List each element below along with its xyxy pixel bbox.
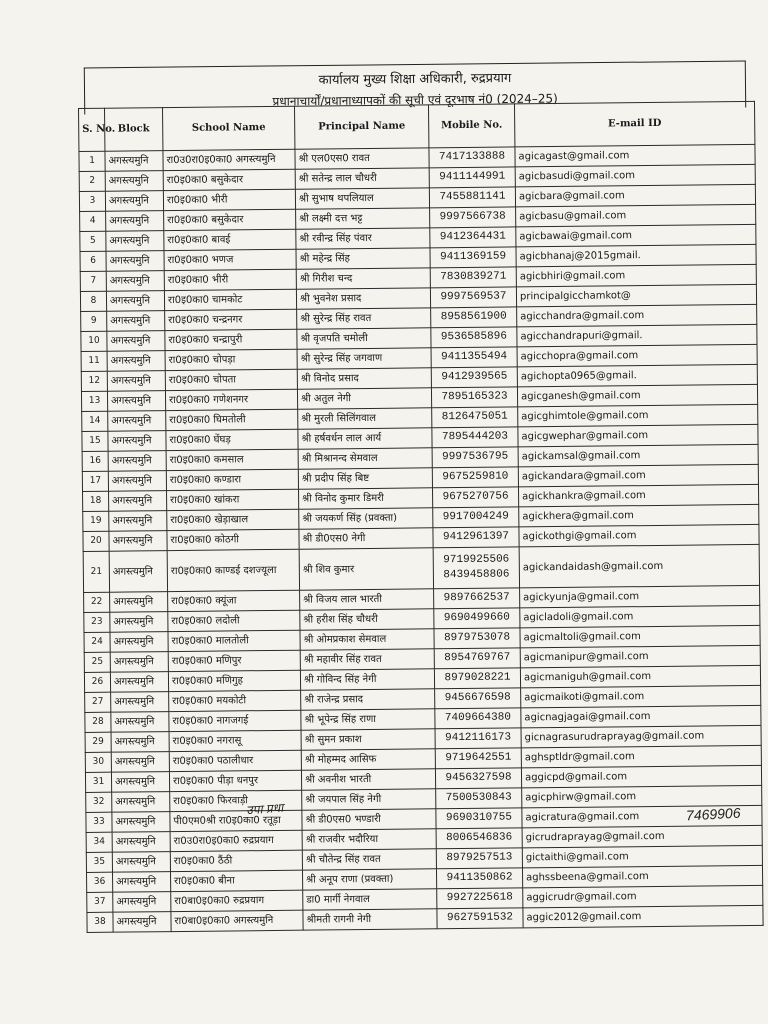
cell-email: agickhankra@gmail.com	[518, 484, 758, 507]
cell-principal: श्री ओमप्रकाश सेमवाल	[300, 629, 434, 650]
cell-sno: 34	[86, 832, 112, 852]
cell-sno: 8	[80, 291, 106, 311]
cell-block: अगस्त्यमुनि	[107, 331, 165, 352]
cell-email: agicchandra@gmail.com	[517, 304, 757, 327]
cell-block: अगस्त्यमुनि	[110, 652, 168, 673]
cell-school: रा0इ0का0 गणेशनगर	[165, 389, 297, 410]
cell-principal: श्री जयपाल सिंह नेगी	[302, 789, 436, 810]
cell-school: रा0इ0का0 क्यूंजा	[168, 590, 300, 611]
col-header-sno: S. No.	[79, 108, 105, 151]
cell-mobile: 9456327598	[435, 768, 521, 789]
cell-email: aghssbeena@gmail.com	[522, 865, 762, 888]
cell-school: रा0इ0का0 लदोली	[168, 610, 300, 631]
cell-email: agicgwephar@gmail.com	[518, 424, 758, 447]
cell-mobile: 7409664380	[435, 708, 521, 729]
cell-principal: श्री भूपेन्द्र सिंह राणा	[301, 709, 435, 730]
cell-sno: 23	[84, 612, 110, 632]
cell-principal: श्री विनोद प्रसाद	[297, 368, 431, 389]
cell-block: अगस्त्यमुनि	[107, 311, 165, 332]
cell-mobile: 9690310755	[436, 808, 522, 829]
col-header-school: School Name	[163, 106, 295, 150]
cell-sno: 20	[83, 531, 109, 551]
cell-block: अगस्त्यमुनि	[109, 531, 167, 552]
col-header-email: E-mail ID	[514, 101, 754, 147]
cell-principal: श्री विजय लाल भारती	[300, 589, 434, 610]
table-header-row	[79, 101, 755, 151]
cell-school: रा0इ0का0 नागजगई	[169, 710, 301, 731]
cell-sno: 10	[81, 331, 107, 351]
cell-mobile: 9997569537	[430, 287, 516, 308]
cell-school: रा0इ0का0 ठैंठी	[170, 850, 302, 871]
cell-mobile: 8126475051	[432, 407, 518, 428]
cell-sno: 12	[81, 371, 107, 391]
cell-block: अगस्त्यमुनि	[107, 351, 165, 372]
cell-school: रा0इ0का0 चोपता	[165, 369, 297, 390]
cell-email: agicbasudi@gmail.com	[515, 164, 755, 187]
cell-email: agickothgi@gmail.com	[519, 524, 759, 547]
cell-email: agicagast@gmail.com	[515, 144, 755, 167]
cell-mobile: 8958561900	[431, 307, 517, 328]
cell-block: अगस्त्यमुनि	[111, 752, 169, 773]
cell-block: अगस्त्यमुनि	[108, 411, 166, 432]
cell-mobile: 9456676598	[435, 688, 521, 709]
cell-school: रा0इ0का0 कमसाल	[166, 449, 298, 470]
cell-block: अगस्त्यमुनि	[106, 251, 164, 272]
cell-principal: श्री वृजपति चमोली	[297, 328, 431, 349]
cell-email: agickandara@gmail.com	[518, 464, 758, 487]
cell-school: पी0एम0श्री रा0इ0का0 रतूड़ा	[170, 810, 302, 831]
cell-principal: श्री सुरेन्द्र सिंह जगवाण	[297, 348, 431, 369]
cell-block: अगस्त्यमुनि	[112, 832, 170, 853]
cell-sno: 17	[82, 471, 108, 491]
cell-mobile: 7500530843	[436, 788, 522, 809]
cell-school: रा0इ0का0 नगरासू	[169, 730, 301, 751]
cell-email: agicbara@gmail.com	[515, 184, 755, 207]
cell-email: principalgicchamkot@	[516, 284, 756, 307]
cell-principal: श्री मिश्रानन्द सेमवाल	[298, 448, 432, 469]
cell-block: अगस्त्यमुनि	[106, 211, 164, 232]
cell-sno: 33	[86, 812, 112, 832]
cell-email: agickyunja@gmail.com	[520, 585, 760, 608]
cell-mobile: 9412364431	[430, 227, 516, 248]
cell-mobile: 8954769767	[434, 648, 520, 669]
cell-block: अगस्त्यमुनि	[111, 732, 169, 753]
cell-sno: 36	[87, 872, 113, 892]
cell-sno: 28	[85, 712, 111, 732]
cell-principal: श्री एल0एस0 रावत	[295, 148, 429, 169]
cell-sno: 35	[86, 852, 112, 872]
cell-sno: 11	[81, 351, 107, 371]
col-header-block: Block	[105, 108, 163, 152]
cell-school: रा0बा0इ0का0 रुद्रप्रयाग	[171, 890, 303, 911]
cell-block: अगस्त्यमुनि	[112, 792, 170, 813]
cell-mobile: 9675270756	[432, 487, 518, 508]
cell-school: रा0उ0रा0इ0का0 रुद्रप्रयाग	[170, 830, 302, 851]
cell-school: रा0इ0का0 चन्द्रनगर	[165, 309, 297, 330]
cell-sno: 21	[83, 551, 109, 592]
cell-principal: श्री सुरेन्द्र सिंह रावत	[297, 308, 431, 329]
cell-sno: 31	[85, 772, 111, 792]
cell-school: रा0उ0रा0इ0का0 अगस्त्यमुनि	[163, 149, 295, 170]
cell-block: अगस्त्यमुनि	[110, 592, 168, 613]
cell-mobile: 8979028221	[434, 668, 520, 689]
cell-block: अगस्त्यमुनि	[113, 912, 171, 933]
cell-sno: 14	[82, 411, 108, 431]
cell-sno: 38	[87, 912, 113, 932]
cell-email: agicchopra@gmail.com	[517, 344, 757, 367]
cell-principal: श्री रवीन्द्र सिंह पंवार	[296, 228, 430, 249]
cell-block: अगस्त्यमुनि	[112, 812, 170, 833]
cell-school: रा0इ0का0 बावई	[164, 229, 296, 250]
cell-principal: श्री राजेन्द्र प्रसाद	[301, 689, 435, 710]
cell-email: aggic2012@gmail.com	[523, 905, 763, 928]
cell-school: रा0इ0का0 खेड़ाखाल	[167, 509, 299, 530]
cell-block: अगस्त्यमुनि	[107, 391, 165, 412]
col-header-mobile: Mobile No.	[428, 104, 514, 148]
cell-mobile: 8979257513	[436, 848, 522, 869]
cell-school: रा0इ0का0 चोपड़ा	[165, 349, 297, 370]
cell-school: रा0इ0का0 पीड़ा धनपुर	[169, 770, 301, 791]
cell-block: अगस्त्यमुनि	[113, 872, 171, 893]
cell-mobile: 8979753078	[434, 628, 520, 649]
cell-block: अगस्त्यमुनि	[106, 271, 164, 292]
cell-sno: 18	[83, 491, 109, 511]
cell-email: aggicpd@gmail.com	[521, 765, 761, 788]
cell-mobile: 9690499660	[434, 608, 520, 629]
cell-principal: डा0 मार्गी नेगवाल	[303, 889, 437, 910]
cell-block: अगस्त्यमुनि	[109, 491, 167, 512]
cell-email: agicbhanaj@2015gmail.	[516, 244, 756, 267]
cell-block: अगस्त्यमुनि	[105, 151, 163, 172]
cell-principal: श्री गिरीश चन्द	[296, 268, 430, 289]
cell-email: gicnagrasurudraprayag@gmail.com	[521, 725, 761, 748]
principal-table	[78, 101, 764, 933]
cell-block: अगस्त्यमुनि	[108, 431, 166, 452]
cell-principal: श्रीमती रागनी नेगी	[303, 909, 437, 930]
cell-sno: 27	[85, 692, 111, 712]
cell-sno: 32	[86, 792, 112, 812]
cell-school: रा0इ0का0 खांकरा	[167, 489, 299, 510]
cell-email: agickamsal@gmail.com	[518, 444, 758, 467]
cell-mobile: 7895444203	[432, 427, 518, 448]
cell-mobile: 9927225618	[437, 888, 523, 909]
cell-block: अगस्त्यमुनि	[110, 632, 168, 653]
office-title: कार्यालय मुख्य शिक्षा अधिकारी, रुद्रप्रयाग	[318, 70, 512, 89]
cell-school: रा0इ0का0 कोठगी	[167, 529, 299, 550]
cell-sno: 2	[79, 171, 105, 191]
cell-sno: 24	[84, 632, 110, 652]
cell-block: अगस्त्यमुनि	[105, 191, 163, 212]
cell-school: रा0इ0का0 भणज	[164, 249, 296, 270]
cell-sno: 29	[85, 732, 111, 752]
cell-block: अगस्त्यमुनि	[109, 511, 167, 532]
cell-email: agicladoli@gmail.com	[520, 605, 760, 628]
cell-school: रा0इ0का0 घेंघड़	[166, 429, 298, 450]
cell-principal: श्री शिव कुमार	[299, 548, 433, 590]
cell-email: agickhera@gmail.com	[519, 504, 759, 527]
cell-block: अगस्त्यमुनि	[111, 772, 169, 793]
cell-sno: 30	[85, 752, 111, 772]
cell-school: रा0इ0का0 मणिपुर	[168, 650, 300, 671]
cell-block: अगस्त्यमुनि	[109, 551, 167, 593]
cell-principal: श्री डी0एस0 नेगी	[299, 528, 433, 549]
cell-block: अगस्त्यमुनि	[105, 171, 163, 192]
cell-email: agicchandrapuri@gmail.	[517, 324, 757, 347]
cell-email: agicbawai@gmail.com	[516, 224, 756, 247]
cell-principal: श्री जयकर्ण सिंह (प्रवक्ता)	[299, 508, 433, 529]
cell-email: agichopta0965@gmail.	[517, 364, 757, 387]
cell-mobile: 9917004249	[433, 507, 519, 528]
cell-principal: श्री सुभाष थपलियाल	[295, 188, 429, 209]
cell-block: अगस्त्यमुनि	[110, 612, 168, 633]
cell-school: रा0इ0का0 बीना	[171, 870, 303, 891]
cell-sno: 37	[87, 892, 113, 912]
cell-block: अगस्त्यमुनि	[112, 852, 170, 873]
cell-mobile: 9411369159	[430, 247, 516, 268]
cell-block: अगस्त्यमुनि	[111, 692, 169, 713]
cell-mobile: 9411144991	[429, 167, 515, 188]
cell-principal: श्री हरीश सिंह चौधरी	[300, 609, 434, 630]
cell-principal: श्री गोविन्द सिंह नेगी	[300, 669, 434, 690]
cell-mobile: 8006546836	[436, 828, 522, 849]
cell-sno: 16	[82, 451, 108, 471]
cell-principal: श्री मोहम्मद आसिफ	[301, 749, 435, 770]
cell-principal: श्री डी0एस0 भण्डारी	[302, 809, 436, 830]
cell-mobile: 9997536795	[432, 447, 518, 468]
cell-principal: श्री राजवीर भदौरिया	[302, 829, 436, 850]
cell-block: अगस्त्यमुनि	[111, 712, 169, 733]
cell-sno: 15	[82, 431, 108, 451]
cell-school: रा0इ0का0 भीरी	[163, 189, 295, 210]
cell-email: agicnagjagai@gmail.com	[521, 705, 761, 728]
cell-email: agicratura@gmail.com	[522, 805, 762, 828]
cell-sno: 26	[84, 672, 110, 692]
cell-mobile: 9411350862	[436, 868, 522, 889]
cell-principal: श्री अतुल नेगी	[297, 388, 431, 409]
cell-sno: 13	[81, 391, 107, 411]
cell-mobile: 9897662537	[434, 588, 520, 609]
cell-mobile: 9536585896	[431, 327, 517, 348]
cell-mobile: 9675259810	[432, 467, 518, 488]
cell-email: agicphirw@gmail.com	[522, 785, 762, 808]
cell-email: gictaithi@gmail.com	[522, 845, 762, 868]
cell-principal: श्री महेन्द्र सिंह	[296, 248, 430, 269]
cell-sno: 3	[79, 191, 105, 211]
cell-school: रा0इ0का0 चन्द्रापुरी	[165, 329, 297, 350]
cell-principal: श्री विनोद कुमार डिमरी	[299, 488, 433, 509]
cell-principal: श्री सुमन प्रकाश	[301, 729, 435, 750]
cell-mobile: 7830839271	[430, 267, 516, 288]
col-header-principal: Principal Name	[294, 105, 428, 149]
cell-email: aggicrudr@gmail.com	[523, 885, 763, 908]
cell-block: अगस्त्यमुनि	[106, 291, 164, 312]
table-row	[83, 544, 759, 592]
cell-school: रा0इ0का0 बसुकेदार	[164, 209, 296, 230]
cell-principal: श्री हर्षवर्धन लाल आर्य	[298, 428, 432, 449]
cell-email: aghsptldr@gmail.com	[521, 745, 761, 768]
cell-school: रा0इ0का0 बसुकेदार	[163, 169, 295, 190]
cell-email: agicmaikoti@gmail.com	[521, 685, 761, 708]
cell-school: रा0इ0का0 चामकोट	[164, 289, 296, 310]
cell-mobile: 9411355494	[431, 347, 517, 368]
cell-school: रा0इ0का0 पठालीधार	[169, 750, 301, 771]
cell-block: अगस्त्यमुनि	[106, 231, 164, 252]
cell-mobile: 7455881141	[429, 187, 515, 208]
cell-school: रा0इ0का0 काण्डई दशज्यूला	[167, 549, 299, 591]
cell-block: अगस्त्यमुनि	[108, 471, 166, 492]
cell-block: अगस्त्यमुनि	[113, 892, 171, 913]
cell-mobile: 7417133888	[429, 147, 515, 168]
cell-principal: श्री महावीर सिंह रावत	[300, 649, 434, 670]
cell-school: रा0इ0का0 फिरवाड़ी	[170, 790, 302, 811]
cell-school: रा0इ0का0 भीरी	[164, 269, 296, 290]
table-body	[79, 144, 763, 932]
cell-school: रा0इ0का0 मालतोली	[168, 630, 300, 651]
cell-school: रा0इ0का0 कण्डारा	[166, 469, 298, 490]
cell-mobile: 9627591532	[437, 908, 523, 929]
cell-email: agicganesh@gmail.com	[517, 384, 757, 407]
cell-email: agickandaidash@gmail.com	[519, 544, 759, 588]
cell-principal: श्री चौतेन्द्र सिंह रावत	[302, 849, 436, 870]
cell-principal: श्री लक्ष्मी दत्त भट्ट	[296, 208, 430, 229]
cell-block: अगस्त्यमुनि	[110, 672, 168, 693]
cell-mobile: 9719925506 8439458806	[433, 547, 519, 589]
cell-block: अगस्त्यमुनि	[108, 451, 166, 472]
cell-principal: श्री अनूप राणा (प्रवक्ता)	[302, 869, 436, 890]
cell-school: रा0इ0का0 मणिगुह	[168, 670, 300, 691]
principal-table-wrap	[78, 101, 763, 933]
cell-mobile: 9719642551	[435, 748, 521, 769]
cell-mobile: 7895165323	[431, 387, 517, 408]
cell-sno: 7	[80, 271, 106, 291]
cell-school: रा0इ0का0 घिमतोली	[166, 409, 298, 430]
cell-principal: श्री अवनीश भारती	[301, 769, 435, 790]
cell-sno: 6	[80, 251, 106, 271]
cell-principal: श्री भुवनेश प्रसाद	[296, 288, 430, 309]
cell-sno: 4	[80, 211, 106, 231]
cell-sno: 9	[81, 311, 107, 331]
cell-sno: 1	[79, 151, 105, 171]
handwritten-note: उपा प्रधा	[245, 800, 284, 818]
list-title: प्रधानाचार्यों/प्रधानाध्यापकों की सूची एवं दूरभाष नं0 (2024–25)	[272, 91, 558, 109]
cell-mobile: 9412939565	[431, 367, 517, 388]
cell-email: agicbhiri@gmail.com	[516, 264, 756, 287]
cell-sno: 22	[84, 592, 110, 612]
cell-sno: 5	[80, 231, 106, 251]
cell-mobile: 9412961397	[433, 527, 519, 548]
cell-school: रा0बा0इ0का0 अगस्त्यमुनि	[171, 910, 303, 931]
cell-mobile: 9412116173	[435, 728, 521, 749]
cell-principal: श्री मुरली सिलिंगवाल	[298, 408, 432, 429]
cell-sno: 25	[84, 652, 110, 672]
cell-email: agicbasu@gmail.com	[516, 204, 756, 227]
cell-school: रा0इ0का0 मयकोटी	[169, 690, 301, 711]
cell-email: agicmaniguh@gmail.com	[520, 665, 760, 688]
handwritten-number: 7469906	[685, 804, 741, 824]
cell-mobile: 9997566738	[430, 207, 516, 228]
cell-principal: श्री प्रदीप सिंह बिष्ट	[298, 468, 432, 489]
cell-email: agicmanipur@gmail.com	[520, 645, 760, 668]
cell-block: अगस्त्यमुनि	[107, 371, 165, 392]
cell-email: agicmaltoli@gmail.com	[520, 625, 760, 648]
cell-sno: 19	[83, 511, 109, 531]
cell-email: agicghimtole@gmail.com	[518, 404, 758, 427]
cell-principal: श्री सतेन्द्र लाल चौधरी	[295, 168, 429, 189]
cell-email: gicrudraprayag@gmail.com	[522, 825, 762, 848]
